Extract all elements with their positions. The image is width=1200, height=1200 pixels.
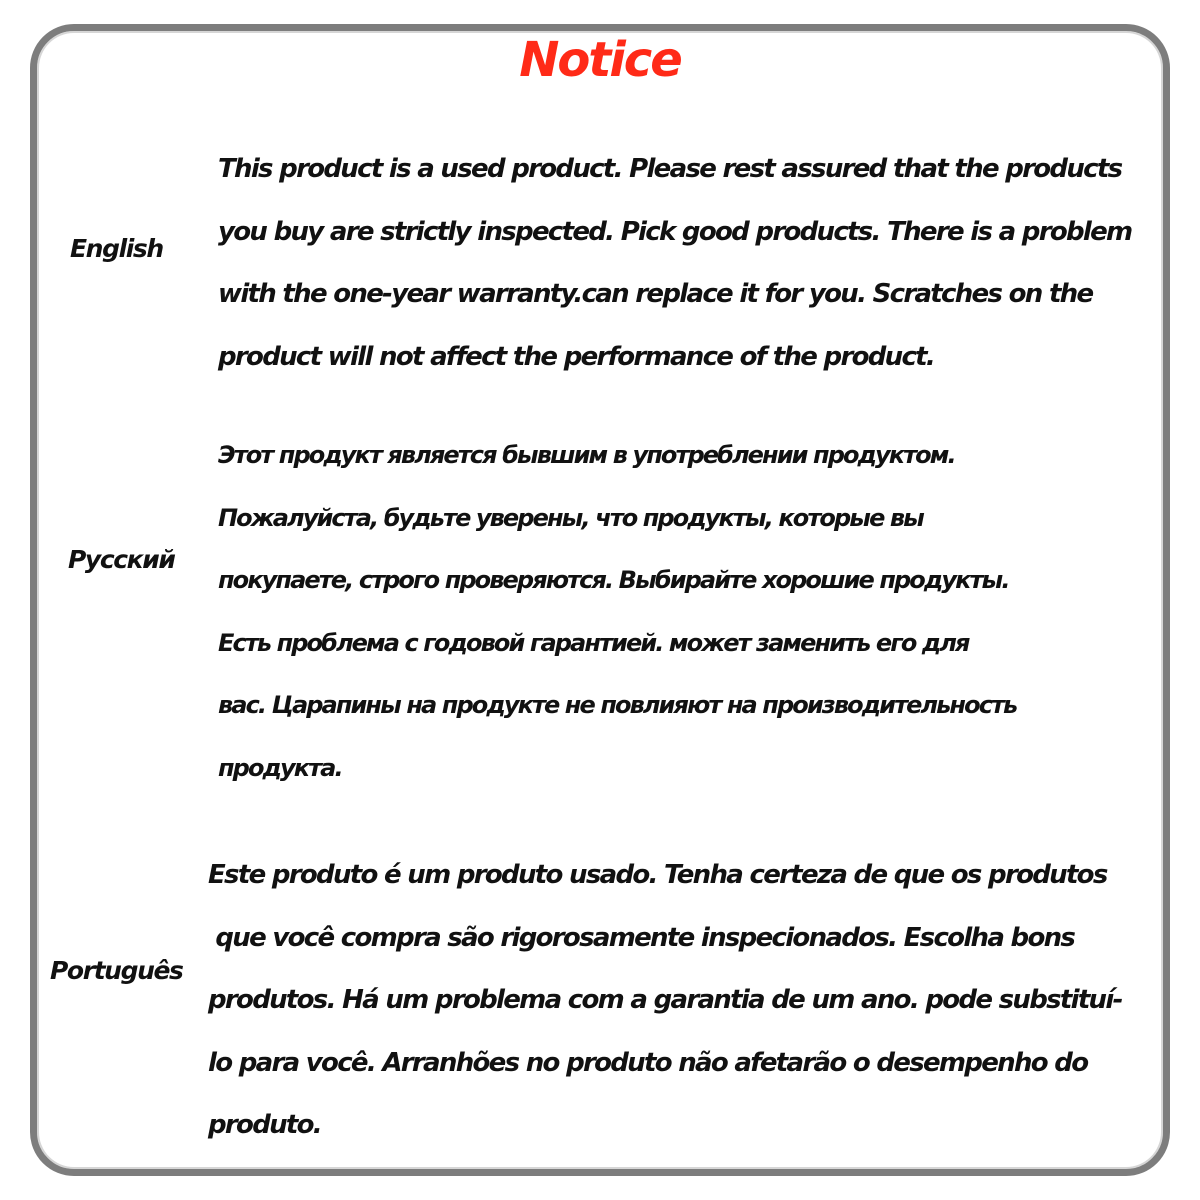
notice-title: Notice [519, 32, 681, 88]
notice-line: This product is a used product. Please rest assured that the products [218, 154, 1122, 184]
notice-text-english [218, 138, 1131, 388]
notice-text-russian [218, 424, 1016, 799]
notice-line: вас. Царапины на продукте не повлияют на производительность [218, 691, 1017, 719]
notice-line: product will not affect the performance of the product. [218, 341, 935, 372]
notice-line: Этот продукт является бывшим в употреблении продуктом. [218, 441, 955, 469]
notice-line: Есть проблема с годовой гарантией. может заменить его для [218, 628, 969, 657]
language-label-russian: Русский [68, 545, 175, 574]
notice-line: you buy are strictly inspected. Pick good products. There is a problem [218, 216, 1132, 247]
notice-line: with the one-year warranty.can replace it for you. Scratches on the [218, 279, 1093, 309]
notice-line: que você compra são rigorosamente inspecionados. Escolha bons [208, 922, 1075, 953]
notice-text-portuguese [208, 844, 1122, 1157]
notice-line: покупаете, строго проверяются. Выбирайте хорошие продукты. [218, 566, 1009, 594]
language-label-portuguese: Português [50, 956, 183, 985]
notice-line: продукта. [218, 753, 342, 782]
notice-line: lo para você. Arranhões no produto não afetarão o desempenho do [208, 1047, 1088, 1078]
notice-line: produto. [208, 1110, 321, 1140]
notice-line: produtos. Há um problema com a garantia de um ano. pode substituí- [208, 985, 1122, 1015]
language-label-english: English [70, 234, 163, 263]
notice-line: Пожалуйста, будьте уверены, что продукты, которые вы [218, 503, 923, 532]
notice-line: Este produto é um produto usado. Tenha certeza de que os produtos [208, 860, 1107, 890]
